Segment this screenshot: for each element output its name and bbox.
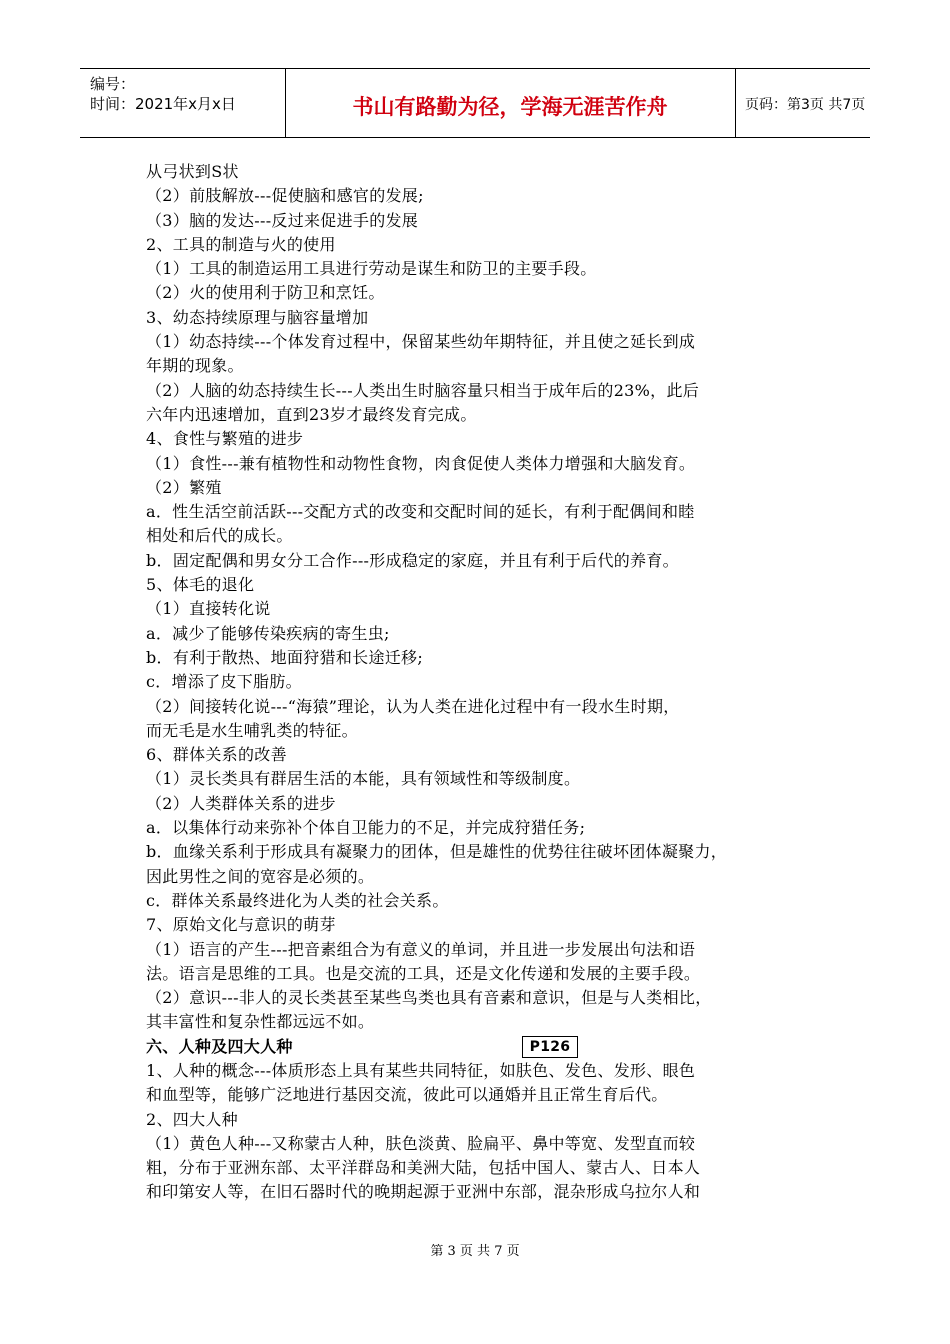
- text-line: a．性生活空前活跃---交配方式的改变和交配时间的延长，有利于配偶间和睦: [146, 502, 695, 522]
- text-line: （1）食性---兼有植物性和动物性食物，肉食促使人类体力增强和大脑发育。: [146, 453, 696, 473]
- text-line: 和印第安人等，在旧石器时代的晚期起源于亚洲中东部，混杂形成乌拉尔人和: [146, 1182, 701, 1202]
- text-line: （1）工具的制造运用工具进行劳动是谋生和防卫的主要手段。: [146, 259, 597, 279]
- text-line: （2）人脑的幼态持续生长---人类出生时脑容量只相当于成年后的23%，此后: [146, 380, 700, 400]
- page-footer: 第 3 页 共 7 页: [430, 1244, 520, 1259]
- text-line: 和血型等，能够广泛地进行基因交流，彼此可以通婚并且正常生育后代。: [146, 1085, 668, 1105]
- text-line: 7、原始文化与意识的萌芽: [146, 915, 336, 935]
- text-line: （1）直接转化说: [146, 599, 271, 619]
- page-header: [80, 68, 870, 138]
- document-number-label: 编号：: [90, 75, 136, 93]
- section-heading: 六、人种及四大人种: [146, 1036, 293, 1056]
- header-page-cell: [735, 69, 870, 137]
- header-motto-cell: [285, 69, 736, 137]
- text-line: 4、食性与繁殖的进步: [146, 429, 304, 449]
- text-line: b．固定配偶和男女分工合作---形成稳定的家庭，并且有利于后代的养育。: [146, 550, 679, 570]
- text-line: （1）幼态持续---个体发育过程中，保留某些幼年期特征，并且使之延长到成: [146, 332, 696, 352]
- text-line: 粗，分布于亚洲东部、太平洋群岛和美洲大陆，包括中国人、蒙古人、日本人: [146, 1158, 701, 1178]
- text-line: b．有利于散热、地面狩猎和长途迁移;: [146, 647, 424, 667]
- text-line: （1）灵长类具有群居生活的本能，具有领域性和等级制度。: [146, 769, 581, 789]
- header-motto: 书山有路勤为径，学海无涯苦作舟: [352, 95, 668, 119]
- text-line: a．减少了能够传染疾病的寄生虫;: [146, 623, 390, 643]
- text-line: 3、幼态持续原理与脑容量增加: [146, 307, 369, 327]
- page-reference-box: P126: [522, 1036, 578, 1058]
- text-line: 5、体毛的退化: [146, 575, 255, 595]
- text-line: （2）间接转化说---“海猿”理论，认为人类在进化过程中有一段水生时期，: [146, 696, 680, 716]
- text-line: 从弓状到S状: [146, 162, 239, 181]
- text-line: a．以集体行动来弥补个体自卫能力的不足，并完成狩猎任务;: [146, 818, 586, 838]
- text-line: 因此男性之间的宽容是必须的。: [146, 866, 375, 886]
- text-line: 1、人种的概念---体质形态上具有某些共同特征，如肤色、发色、发形、眼色: [146, 1060, 696, 1080]
- text-line: 6、群体关系的改善: [146, 745, 287, 765]
- text-line: （2）前肢解放---促使脑和感官的发展;: [146, 186, 424, 206]
- text-line: c．增添了皮下脂肪。: [146, 672, 302, 692]
- body-part-1: [146, 160, 826, 1035]
- text-line: 年期的现象。: [146, 356, 244, 376]
- document-date: 时间：2021年x月x日: [90, 95, 236, 113]
- text-line: （1）黄色人种---又称蒙古人种，肤色淡黄、脸扁平、鼻中等宽、发型直而较: [146, 1133, 696, 1153]
- text-line: （1）语言的产生---把音素组合为有意义的单词，并且进一步发展出句法和语: [146, 939, 696, 959]
- text-line: 2、四大人种: [146, 1109, 238, 1129]
- text-line: （2）繁殖: [146, 477, 222, 497]
- header-meta-cell: [80, 69, 286, 137]
- text-line: 而无毛是水生哺乳类的特征。: [146, 720, 358, 740]
- text-line: （2）意识---非人的灵长类甚至某些鸟类也具有音素和意识，但是与人类相比，: [146, 988, 712, 1008]
- body-part-2: [146, 1059, 826, 1205]
- text-line: （2）火的使用利于防卫和烹饪。: [146, 283, 385, 303]
- document-body: [146, 160, 826, 1205]
- text-line: c．群体关系最终进化为人类的社会关系。: [146, 890, 449, 910]
- text-line: 法。语言是思维的工具。也是交流的工具，还是文化传递和发展的主要手段。: [146, 963, 701, 983]
- text-line: 六年内迅速增加，直到23岁才最终发育完成。: [146, 404, 477, 424]
- text-line: 相处和后代的成长。: [146, 526, 293, 546]
- header-page-info: 页码：第3页 共7页: [745, 97, 866, 113]
- section-heading-row: [146, 1035, 826, 1059]
- text-line: 2、工具的制造与火的使用: [146, 234, 336, 254]
- text-line: 其丰富性和复杂性都远远不如。: [146, 1012, 375, 1032]
- text-line: （2）人类群体关系的进步: [146, 793, 336, 813]
- text-line: （3）脑的发达---反过来促进手的发展: [146, 210, 419, 230]
- text-line: b．血缘关系利于形成具有凝聚力的团体，但是雄性的优势往往破坏团体凝聚力，: [146, 842, 728, 862]
